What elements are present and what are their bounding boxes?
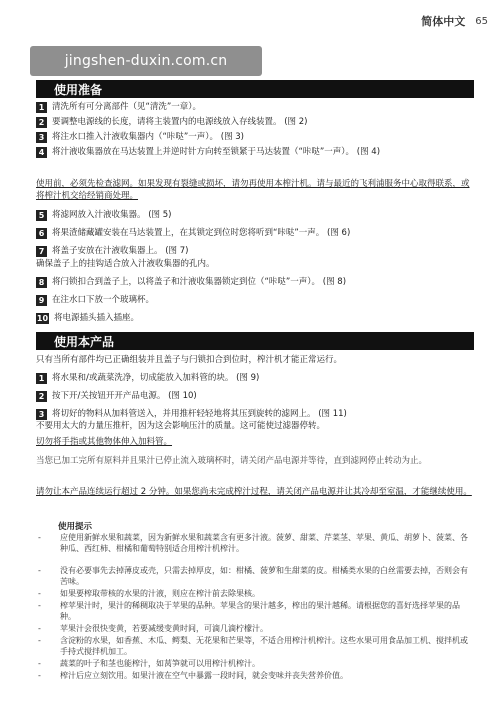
- step-text: 在注水口下放一个玻璃杯。: [52, 295, 155, 305]
- tip-text: 应使用新鲜水果和蔬菜，因为新鲜水果和蔬菜含有更多汁液。菠萝、甜菜、芹菜茎、苹果、黄瓜、胡萝卜、菠菜、各种瓜、西红柿、柑橘和葡萄特别适合用榨汁机榨汁。: [60, 533, 468, 554]
- step-text: 将切好的物料从加料管送入，并用推杆轻轻地将其压到旋转的滤网上。 (图 11): [52, 409, 347, 419]
- step-number: 6: [36, 228, 47, 239]
- tip-item: - 榨苹果汁时，果汁的稀稠取决于苹果的品种。苹果含的果汁越多，榨出的果汁越稀。请根据您的喜好选择苹果的品种。: [36, 600, 472, 622]
- prep-step-2: [36, 116, 476, 128]
- step-text: 将汁液收集器放在马达装置上并逆时针方向转至锁紧于马达装置（“咔哒”一声）。 (图 4): [52, 147, 381, 157]
- step-number: 5: [36, 210, 47, 221]
- section-title-usage: 使用本产品: [36, 332, 474, 350]
- tip-item: - 蔬菜的叶子和茎也能榨汁，如莴笋就可以用榨汁机榨汁。: [36, 658, 472, 669]
- caution-note: 切勿将手指或其他物体伸入加料管。: [36, 437, 173, 447]
- prep-step-8: [36, 276, 476, 288]
- watermark-banner: [30, 46, 262, 76]
- step-text: 将闩锁扣合到盖子上，以将盖子和汁液收集器锁定到位（“咔哒”一声）。 (图 8): [52, 277, 347, 287]
- section-title-preparation: 使用准备: [36, 80, 474, 98]
- usage-step-1: [36, 372, 476, 384]
- step-text: 将果渣储藏罐安装在马达装置上，在其锁定到位时您将听到“咔哒”一声。 (图 6): [52, 228, 351, 238]
- step-number: 1: [36, 373, 47, 384]
- tip-item: - 没有必要事先去掉薄皮或壳，只需去掉厚皮，如：柑橘、菠萝和生甜菜的皮。柑橘类水果的白丝需要去掉，否则会有苦味。: [36, 565, 472, 587]
- step-text: 将注水口推入汁液收集器内（“咔哒”一声）。 (图 3): [52, 132, 245, 142]
- tip-text: 榨苹果汁时，果汁的稀稠取决于苹果的品种。苹果含的果汁越多，榨出的果汁越稀。请根据您的喜好选择苹果的品种。: [60, 601, 460, 622]
- tip-text: 蔬菜的叶子和茎也能榨汁，如莴笋就可以用榨汁机榨汁。: [60, 659, 260, 668]
- step-number: 8: [36, 277, 47, 288]
- prep-step-4: [36, 146, 476, 158]
- pusher-note: 不要用太大的力量压推杆，因为这会影响压汁的质量。这可能使过滤器停转。: [36, 421, 326, 431]
- step-number: 10: [36, 313, 49, 323]
- lid-hook-note: 确保盖子上的挂钩适合放入汁液收集器的孔内。: [36, 259, 215, 269]
- step-text: 将滤网放入汁液收集器。 (图 5): [52, 210, 172, 220]
- stop-note: 当您已加工完所有原料并且果汁已停止流入玻璃杯时，请关闭产品电源并等待，直到滤网停止转动为止。: [36, 456, 428, 466]
- runtime-warning: 请勿让本产品连续运行超过 2 分钟。如果您尚未完成榨汁过程，请关闭产品电源并让其冷却至室温，才能继续使用。: [36, 487, 472, 497]
- prep-step-5: [36, 209, 476, 221]
- step-number: 2: [36, 391, 47, 402]
- tip-item: - 苹果汁会很快变黄，若要减缓变黄时间，可滴几滴柠檬汁。: [36, 623, 472, 634]
- tips-title: 使用提示: [58, 522, 93, 532]
- page-number: 65: [475, 15, 488, 27]
- step-number: 3: [36, 132, 47, 143]
- prep-step-6: [36, 227, 476, 239]
- prep-step-9: [36, 294, 476, 306]
- usage-step-2: [36, 390, 476, 402]
- tip-text: 榨汁后应立刻饮用。如果汁液在空气中暴露一段时间，就会变味并丧失营养价值。: [60, 671, 348, 680]
- step-number: 2: [36, 117, 47, 128]
- prep-step-3: [36, 131, 476, 143]
- tip-text: 如果要榨取带核的水果的汁液，则应在榨汁前去除果核。: [60, 589, 260, 598]
- step-text: 将盖子安放在汁液收集器上。 (图 7): [52, 246, 189, 256]
- step-number: 1: [36, 102, 47, 113]
- step-text: 将水果和/或蔬菜洗净，切成能放入加料管的块。 (图 9): [52, 373, 260, 383]
- step-number: 4: [36, 147, 47, 158]
- step-number: 3: [36, 409, 47, 420]
- prep-step-7: [36, 245, 476, 257]
- usage-intro: 只有当所有部件均已正确组装并且盖子与闩锁扣合到位时，榨汁机才能正常运行。: [36, 355, 343, 365]
- step-number: 9: [36, 295, 47, 306]
- tip-text: 没有必要事先去掉薄皮或壳，只需去掉厚皮，如：柑橘、菠萝和生甜菜的皮。柑橘类水果的白丝需要去掉，否则会有苦味。: [60, 566, 468, 587]
- step-number: 7: [36, 246, 47, 257]
- tip-item: - 榨汁后应立刻饮用。如果汁液在空气中暴露一段时间，就会变味并丧失营养价值。: [36, 670, 472, 681]
- language-label: 简体中文: [421, 15, 466, 28]
- step-text: 按下开/关按钮开开产品电源。 (图 10): [52, 391, 197, 401]
- usage-step-3: [36, 408, 476, 420]
- step-text: 要调整电源线的长度，请将主装置内的电源线放入存线装置。 (图 2): [52, 117, 308, 127]
- prep-step-10: [36, 312, 476, 324]
- step-text: 清洗所有可分离部件（见“清洗”一章）。: [52, 102, 202, 112]
- tip-item: - 应使用新鲜水果和蔬菜，因为新鲜水果和蔬菜含有更多汁液。菠萝、甜菜、芹菜茎、苹果、黄瓜、胡萝卜、菠菜、各种瓜、西红柿、柑橘和葡萄特别适合用榨汁机榨汁。: [36, 532, 472, 554]
- tip-item: - 如果要榨取带核的水果的汁液，则应在榨汁前去除果核。: [36, 588, 472, 599]
- step-text: 将电源插头插入插座。: [54, 313, 140, 323]
- prep-step-1: [36, 101, 476, 113]
- filter-warning: 使用前，必须先检查滤网。如果发现有裂缝或损坏，请勿再使用本榨汁机。请与最近的飞利浦服务中心取得联系，或将榨汁机交给经销商处理。: [36, 179, 470, 201]
- page-header: [421, 8, 488, 34]
- tip-text: 苹果汁会很快变黄，若要减缓变黄时间，可滴几滴柠檬汁。: [60, 624, 268, 633]
- watermark-text: jingshen-duxin.com.cn: [64, 53, 228, 69]
- tip-text: 含淀粉的水果，如香蕉、木瓜、鳄梨、无花果和芒果等，不适合用榨汁机榨汁。这些水果可用食品加工机、搅拌机或手持式搅拌机加工。: [60, 636, 468, 657]
- tip-item: - 含淀粉的水果，如香蕉、木瓜、鳄梨、无花果和芒果等，不适合用榨汁机榨汁。这些水果可用食品加工机、搅拌机或手持式搅拌机加工。: [36, 635, 472, 657]
